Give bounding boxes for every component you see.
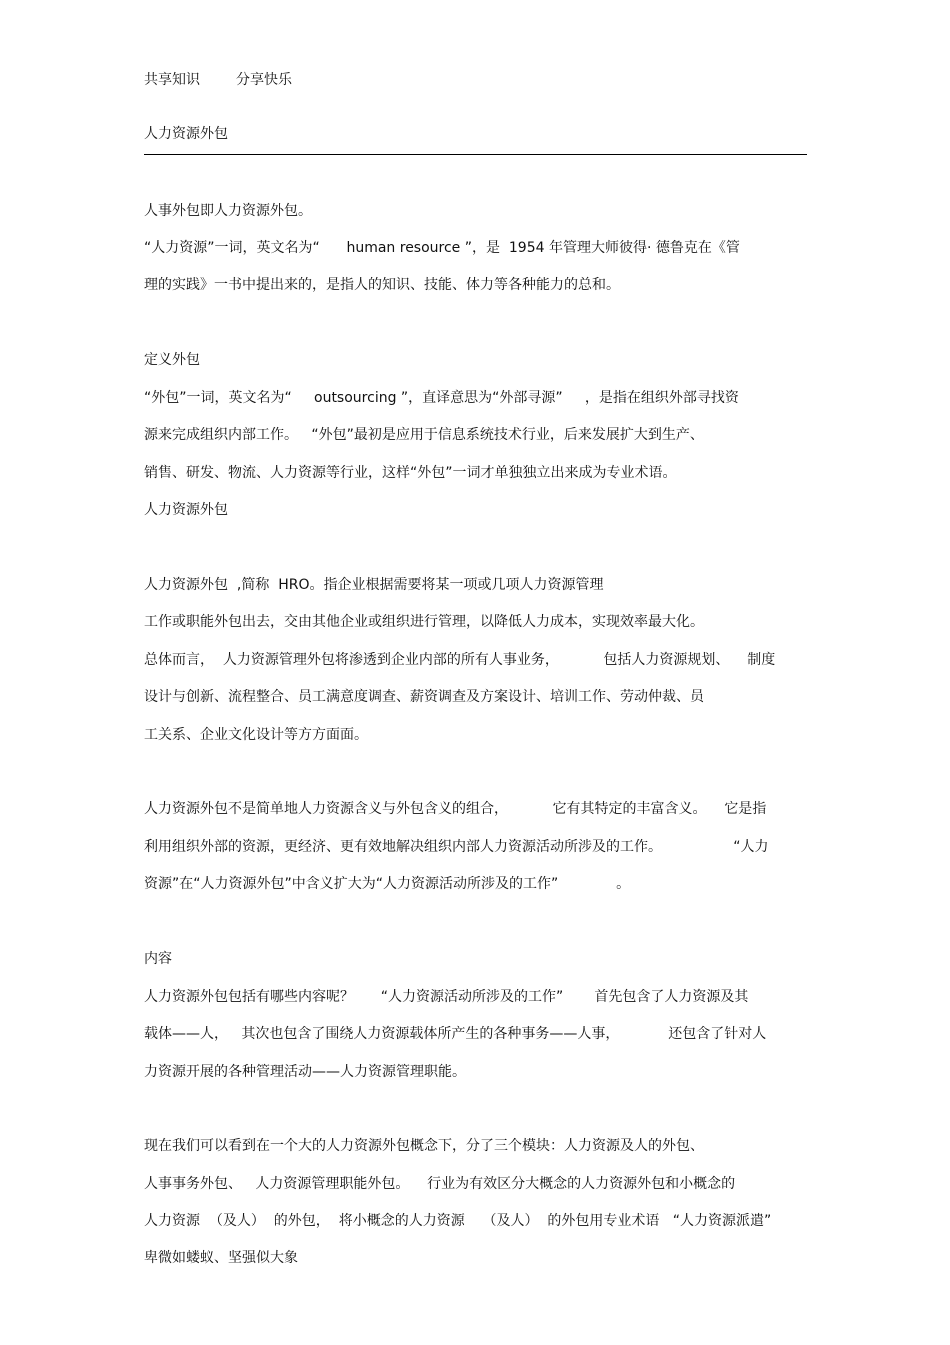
header-left: 共享知识 — [144, 72, 200, 88]
paragraph-line: 利用组织外部的资源，更经济、更有效地解决组织内部人力资源活动所涉及的工作。 “人力 — [144, 839, 769, 855]
paragraph-line: 总体而言， 人力资源管理外包将渗透到企业内部的所有人事业务， 包括人力资源规划、 制度 — [144, 652, 776, 668]
paragraph-line: 工作或职能外包出去，交由其他企业或组织进行管理，以降低人力成本，实现效率最大化。 — [144, 614, 704, 630]
paragraph-line: 人力资源外包不是简单地人力资源含义与外包含义的组合， 它有其特定的丰富含义。 它是指 — [144, 801, 767, 817]
paragraph-line: 销售、研发、物流、人力资源等行业，这样“外包”一词才单独独立出来成为专业术语。 — [144, 465, 677, 481]
paragraph-line: 源来完成组织内部工作。 “外包”最初是应用于信息系统技术行业，后来发展扩大到生产、 — [144, 427, 704, 443]
paragraph-line: 人力资源 （及人） 的外包， 将小概念的人力资源 （及人） 的外包用专业术语 “人力资源派遣” — [144, 1213, 772, 1229]
section-heading: 定义外包 — [144, 352, 200, 368]
section-heading: 人力资源外包 — [144, 502, 228, 518]
paragraph-line: 载体——人， 其次也包含了围绕人力资源载体所产生的各种事务——人事， 还包含了针对人 — [144, 1026, 767, 1042]
footer-motto: 卑微如蝼蚁、坚强似大象 — [144, 1250, 298, 1266]
paragraph-line: 设计与创新、流程整合、员工满意度调查、薪资调查及方案设计、培训工作、劳动仲裁、员 — [144, 689, 704, 705]
header-right: 分享快乐 — [236, 72, 292, 88]
paragraph-line: 力资源开展的各种管理活动——人力资源管理职能。 — [144, 1064, 466, 1080]
paragraph-line: “人力资源”一词，英文名为“ human resource ”，是 1954 年管理大师彼得· 德鲁克在《管 — [144, 240, 740, 256]
paragraph-line: 人力资源外包包括有哪些内容呢？ “人力资源活动所涉及的工作” 首先包含了人力资源及其 — [144, 989, 749, 1005]
paragraph-line: 人事外包即人力资源外包。 — [144, 203, 312, 219]
paragraph-line: 资源”在“人力资源外包”中含义扩大为“人力资源活动所涉及的工作” 。 — [144, 876, 631, 892]
paragraph-line: “外包”一词，英文名为“ outsourcing ”，直译意思为“外部寻源” ，是指在组织外部寻找资 — [144, 390, 739, 406]
paragraph-line: 理的实践》一书中提出来的，是指人的知识、技能、体力等各种能力的总和。 — [144, 277, 620, 293]
paragraph-line: 现在我们可以看到在一个大的人力资源外包概念下，分了三个模块：人力资源及人的外包、 — [144, 1138, 704, 1154]
document-title: 人力资源外包 — [144, 126, 228, 142]
title-divider — [144, 154, 807, 155]
paragraph-line: 人事事务外包、 人力资源管理职能外包。 行业为有效区分大概念的人力资源外包和小概念的 — [144, 1176, 736, 1192]
paragraph-line: 人力资源外包 ,简称 HRO。指企业根据需要将某一项或几项人力资源管理 — [144, 577, 604, 593]
section-heading: 内容 — [144, 951, 172, 967]
paragraph-line: 工关系、企业文化设计等方方面面。 — [144, 727, 368, 743]
